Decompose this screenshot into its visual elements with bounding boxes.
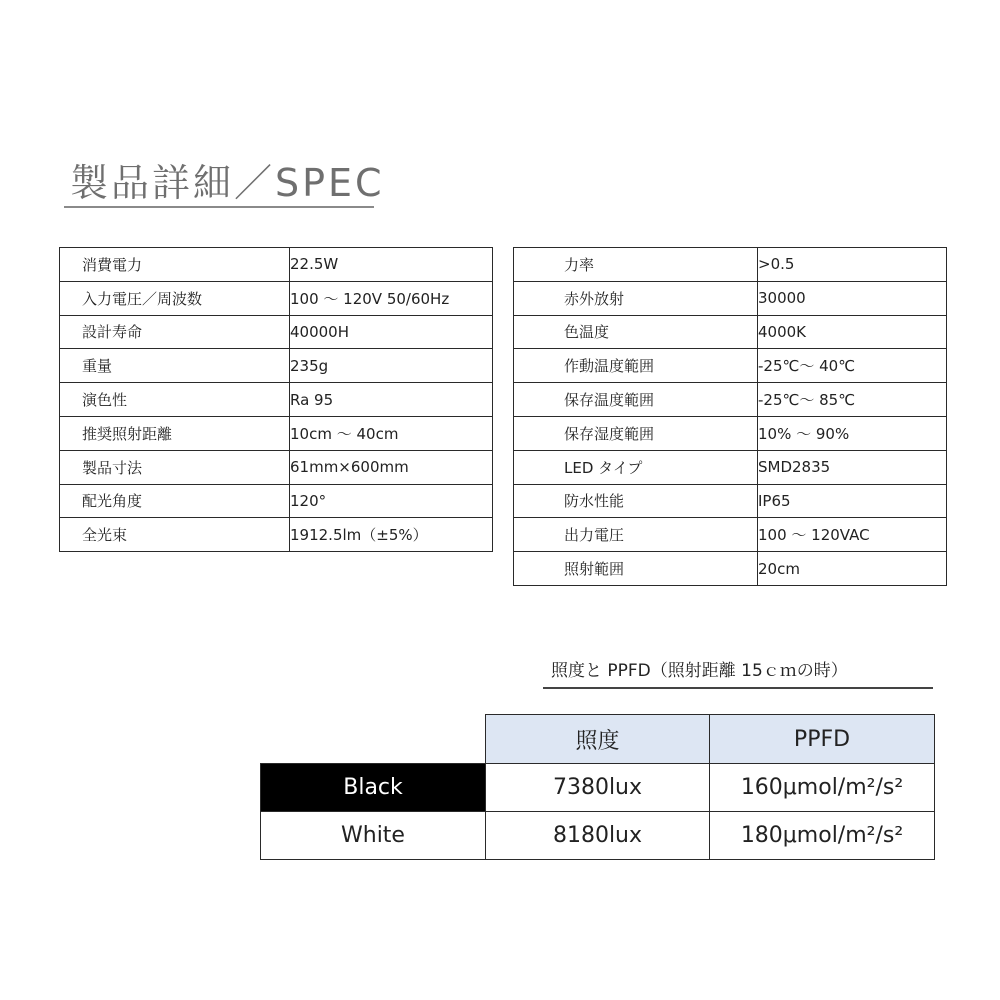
spec-value: 120°	[290, 484, 493, 518]
spec-label: 出力電圧	[514, 518, 758, 552]
table-row	[261, 812, 935, 860]
spec-label: 保存温度範囲	[514, 383, 758, 417]
table-row	[514, 248, 947, 282]
spec-label: LED タイプ	[514, 450, 758, 484]
spec-label: 保存湿度範囲	[514, 416, 758, 450]
illuminance-title-underline	[543, 687, 933, 689]
spec-table-left	[59, 247, 493, 552]
row-label-white: White	[261, 812, 486, 860]
table-row	[514, 281, 947, 315]
ppfd-value-black: 160μmol/m²/s²	[710, 764, 935, 812]
spec-label: 入力電圧／周波数	[60, 281, 290, 315]
table-row	[60, 315, 493, 349]
spec-label: 照射範囲	[514, 552, 758, 586]
table-row	[60, 518, 493, 552]
illuminance-header-lux: 照度	[486, 715, 710, 764]
page-title: 製品詳細／SPEC	[70, 161, 385, 205]
spec-label: 赤外放射	[514, 281, 758, 315]
illuminance-header-row	[261, 715, 935, 764]
spec-value: SMD2835	[758, 450, 947, 484]
row-label-black: Black	[261, 764, 486, 812]
table-row	[60, 281, 493, 315]
spec-value: -25℃～ 85℃	[758, 383, 947, 417]
spec-label: 配光角度	[60, 484, 290, 518]
lux-value-black: 7380lux	[486, 764, 710, 812]
spec-label: 設計寿命	[60, 315, 290, 349]
spec-label: 製品寸法	[60, 450, 290, 484]
spec-value: 235g	[290, 349, 493, 383]
title-underline	[64, 206, 374, 208]
table-row	[60, 450, 493, 484]
spec-label: 推奨照射距離	[60, 416, 290, 450]
spec-value: Ra 95	[290, 383, 493, 417]
spec-label: 消費電力	[60, 248, 290, 282]
table-row	[514, 383, 947, 417]
table-row	[514, 315, 947, 349]
spec-value: 1912.5lm（±5%）	[290, 518, 493, 552]
spec-value: 4000K	[758, 315, 947, 349]
spec-value: -25℃～ 40℃	[758, 349, 947, 383]
table-row	[514, 484, 947, 518]
spec-label: 力率	[514, 248, 758, 282]
spec-label: 重量	[60, 349, 290, 383]
spec-value: 100 ～ 120VAC	[758, 518, 947, 552]
table-row	[60, 248, 493, 282]
table-row	[60, 416, 493, 450]
spec-label: 演色性	[60, 383, 290, 417]
spec-value: 22.5W	[290, 248, 493, 282]
table-row	[514, 349, 947, 383]
spec-value: 10cm ～ 40cm	[290, 416, 493, 450]
illuminance-corner-cell	[261, 715, 486, 764]
table-row	[60, 484, 493, 518]
table-row	[60, 349, 493, 383]
spec-label: 防水性能	[514, 484, 758, 518]
spec-value: 100 ～ 120V 50/60Hz	[290, 281, 493, 315]
spec-value: 10% ～ 90%	[758, 416, 947, 450]
spec-label: 色温度	[514, 315, 758, 349]
table-row	[514, 450, 947, 484]
spec-value: >0.5	[758, 248, 947, 282]
spec-value: 20cm	[758, 552, 947, 586]
table-row	[60, 383, 493, 417]
illuminance-header-ppfd: PPFD	[710, 715, 935, 764]
spec-value: 61mm×600mm	[290, 450, 493, 484]
lux-value-white: 8180lux	[486, 812, 710, 860]
illuminance-table	[260, 714, 935, 860]
spec-label: 全光束	[60, 518, 290, 552]
table-row	[514, 416, 947, 450]
table-row	[514, 552, 947, 586]
spec-value: 30000	[758, 281, 947, 315]
spec-label: 作動温度範囲	[514, 349, 758, 383]
ppfd-value-white: 180μmol/m²/s²	[710, 812, 935, 860]
spec-value: IP65	[758, 484, 947, 518]
table-row	[261, 764, 935, 812]
spec-table-right	[513, 247, 947, 586]
spec-value: 40000H	[290, 315, 493, 349]
table-row	[514, 518, 947, 552]
illuminance-title: 照度と PPFD（照射距離 15ｃｍの時）	[551, 661, 848, 681]
